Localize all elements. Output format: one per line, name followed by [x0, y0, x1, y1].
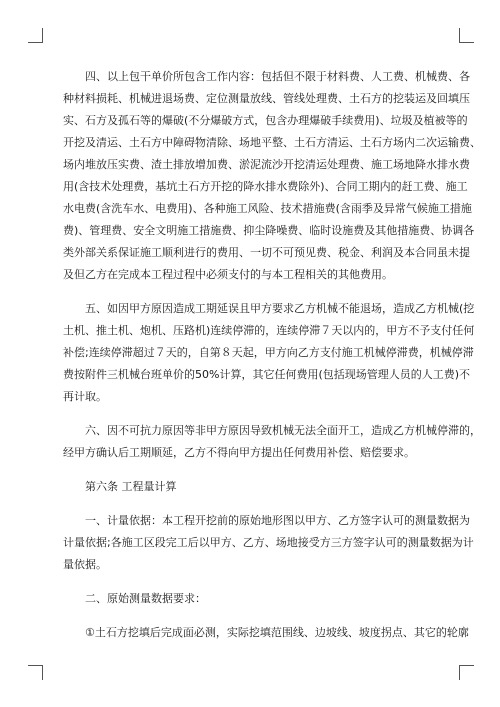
- text-line: 第六条 工程量计算: [63, 480, 177, 493]
- paragraph-spacer: [63, 464, 443, 476]
- text-line: 四、以上包干单价所包含工作内容：包括但不限于材料费、人工费、机械费、各: [63, 70, 470, 83]
- text-line: 水电费(含洗车水、电费用)、各种施工风险、技术措施费(含雨季及异常气候施工措施: [63, 202, 472, 215]
- paragraph-4-unit-price: [63, 66, 481, 286]
- text-line: 场内堆放压实费、渣土排放增加费、淤泥流沙开挖清运处理费、施工场地降水排水费: [63, 158, 470, 171]
- text-line: 土机、推土机、炮机、压路机)连续停滞的，连续停滞７天以内的，甲方不予支付任何: [63, 324, 475, 337]
- text-line: 开挖及清运、土石方中障碍物清除、场地平整、土石方清运、土石方场内二次运输费、: [63, 136, 481, 149]
- text-line: 种材料损耗、机械进退场费、定位测量放线、管线处理费、土石方的挖装运及回填压: [63, 92, 470, 105]
- text-line: 实、石方及孤石等的爆破(不分爆破方式，包含办理爆破手续费用)、垃圾及植被等的: [63, 114, 468, 127]
- text-line: 量依据。: [63, 558, 107, 571]
- paragraph-spacer: [63, 610, 443, 622]
- text-line: 费按附件三机械台班单价的50%计算，其它任何费用(包括现场管理人员的人工费)不: [63, 368, 471, 381]
- paragraph-spacer: [63, 576, 443, 588]
- paragraph-spacer: [63, 498, 443, 510]
- crop-mark-bottom-left: [28, 665, 43, 680]
- text-line: 费)、管理费、安全文明施工措施费、抑尘降噪费、临时设施费及其他措施费、协调各: [63, 224, 475, 237]
- article-6-heading: [63, 476, 443, 498]
- text-line: 二、原始测量数据要求：: [63, 592, 206, 605]
- text-line: 再计取。: [63, 390, 107, 403]
- text-line: 六、因不可抗力原因等非甲方原因导致机械无法全面开工，造成乙方机械停滞的，: [63, 424, 481, 437]
- paragraph-spacer: [63, 286, 443, 298]
- text-line: 五、如因甲方原因造成工期延误且甲方要求乙方机械不能退场，造成乙方机械(挖: [63, 302, 475, 315]
- text-line: 用(含技术处理费，基坑土石方开挖的降水排水费除外)、合同工期内的赶工费、施工: [63, 180, 468, 193]
- crop-mark-top-right: [459, 28, 474, 43]
- text-line: 类外部关系保证施工顺利进行的费用、一切不可预见费、税金、利润及本合同虽未提: [63, 246, 470, 259]
- paragraph-spacer: [63, 408, 443, 420]
- document-body: [63, 66, 481, 644]
- paragraph-5-machine-standby: [63, 298, 475, 408]
- text-line: 一、计量依据：本工程开挖前的原始地形图以甲方、乙方签字认可的测量数据为: [63, 514, 470, 527]
- paragraph-measurement-basis: [63, 510, 474, 576]
- crop-mark-top-left: [28, 28, 43, 43]
- crop-mark-bottom-right: [459, 665, 474, 680]
- text-line: ①土石方挖填后完成面必测，实际挖填范围线、边坡线、坡度拐点、其它的轮廓: [63, 626, 469, 639]
- text-line: 补偿;连续停滞超过７天的，自第８天起，甲方向乙方支付施工机械停滞费，机械停滞: [63, 346, 474, 359]
- text-line: 经甲方确认后工期顺延，乙方不得向甲方提出任何费用补偿、赔偿要求。: [63, 446, 415, 459]
- text-line: 及但乙方在完成本工程过程中必须支付的与本工程相关的其他费用。: [63, 268, 393, 281]
- text-line: 计量依据;各施工区段完工后以甲方、乙方、场地接受方三方签字认可的测量数据为计: [63, 536, 474, 549]
- paragraph-survey-requirements: [63, 588, 443, 610]
- paragraph-survey-item-1: [63, 622, 469, 644]
- paragraph-6-force-majeure: [63, 420, 481, 464]
